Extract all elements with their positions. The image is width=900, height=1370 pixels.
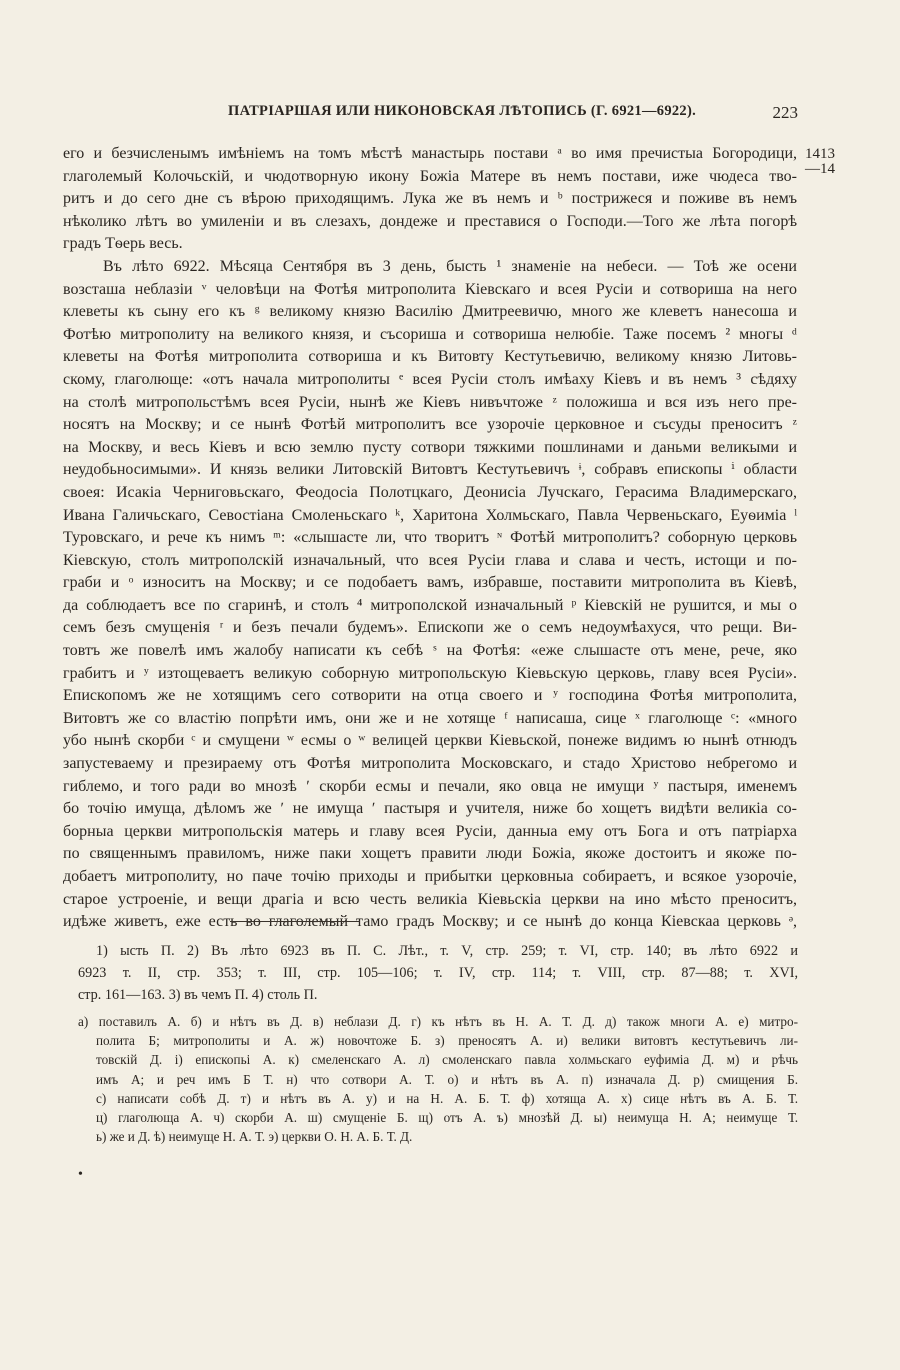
text-line: Въ лѣто 6922. Мѣсяца Сентября въ 3 день, бысть ¹ знаменіе на небеси. — Тоѣ же осени (103, 257, 797, 275)
text-line: граби и ᵒ износитъ на Москву; и се подобаетъ вамъ, избравше, поставити митрополита въ Кіевѣ, (63, 574, 797, 592)
text-line: борныа церкви митропольскія матерь и главу всея Русіи, данныа ему отъ Бога и отъ патріарха (63, 822, 797, 840)
text-line: своея: Исакіа Черниговьскаго, Феодосіа Полотцкаго, Деонисіа Лучскаго, Герасима Владимерскаго, (63, 483, 797, 501)
text-line: возсташа неблазіи ᵛ человѣци на Фотѣя митрополита Кіевскаго и всея Русіи и сотвориша на него (63, 280, 797, 298)
text-line: гиблемо, и того ради во мнозѣ ʹ скорби есмы и печали, яко овца не имущи ʸ пастыря, именемъ (63, 777, 797, 795)
text-line: Фотѣю митрополиту на великого князя, и съсориша и сотвориша нелюбіе. Таже посемъ ² многы ᵈ (63, 325, 797, 343)
text-line: добаетъ митрополиту, но паче точію приходы и прибытки церковныа собираетъ, и всякое узорочіе, (63, 868, 797, 885)
text-line: товтъ же повелѣ имъ жалобу написати къ себѣ ˢ на Фотѣя: «еже слышасте отъ мене, рече, яко (63, 642, 797, 660)
text-line: Витовтъ же со властію попрѣти имъ, они же и не хотяще ᶠ написаша, сице ˣ глаголюще ᶜ: «много (63, 709, 797, 727)
text-line: да соблюдаетъ все по сгаринѣ, и столъ ⁴ митрополской изначальный ᵖ Кіевскій не рушится, и мы о (63, 596, 797, 614)
text-line: идѣже живетъ, еже есть во глаголемый тамо градъ Москву; и се нынѣ до конца Кіевскаа церковь ᵊ, (63, 913, 797, 931)
variant-note-line: ь) же и Д. ѣ) неимуще Н. А. Т. э) церкви О. Н. А. Б. Т. Д. (96, 1129, 413, 1145)
margin-year-start: 1413 (805, 146, 835, 162)
main-text (63, 143, 797, 934)
lettered-footnotes (78, 1012, 798, 1146)
text-line: скому, глаголюще: «отъ начала митрополиты ᵉ всея Русіи столъ имѣаху Кіевъ и въ немъ ³ сѣдяху (63, 370, 797, 388)
text-line: бо точію имуща, дѣломъ же ʹ не имуща ʹ пастыря и учителя, ниже бо хощетъ видѣти великіа со- (63, 800, 797, 818)
text-line: запустеваему и презираему отъ Фотѣя митрополита Московскаго, и стадо Христово небрегомо и (63, 755, 797, 773)
text-line: ритъ и до сего дне съ вѣрою приходящимъ. Лука же въ немъ и ᵇ пострижеся и поживе въ немъ (63, 190, 797, 208)
footnote-line: 6923 т. II, стр. 353; т. III, стр. 105—106; т. IV, стр. 114; т. VIII, стр. 87—88; т. XVI, (78, 965, 798, 981)
text-line: Туровскаго, и рече къ нимъ ᵐ: «слышасте ли, что творитъ ᶰ Фотѣй митрополитъ? соборную церковь (63, 529, 797, 547)
text-line: убо нынѣ скорби ᶜ и смущени ʷ есмы о ʷ велицей церкви Кіевьской, понеже видимъ ю нынѣ отнюдъ (63, 732, 797, 750)
footnote-divider (230, 921, 360, 922)
page-number: 223 (772, 103, 798, 122)
text-line: носятъ на Москву; и се нынѣ Фотѣй митрополитъ все узорочіе церковное и съсуды преноситъ ᶻ (63, 416, 797, 434)
text-line: глаголемый Колочьскій, и чюдотворную икону Божіа Матере въ немъ постави, иже чюдеса тво- (63, 167, 797, 185)
margin-year-end: —14 (805, 161, 835, 177)
text-line: семъ безъ смущенія ʳ и безъ печали будемъ». Епископи же о семъ недоумѣахуся, что рещи. Ви- (63, 619, 797, 637)
text-line: нѣколико лѣтъ во умиленіи и въ слезахъ, дондеже и преставися о Господи.—Того же лѣта погорѣ (63, 212, 797, 230)
footnote-line: 1) ысть П. 2) Въ лѣто 6923 въ П. С. Лѣт., т. V, стр. 259; т. VI, стр. 140; въ лѣто 6922 и (96, 943, 798, 959)
variant-note-line: полита Б; митрополиты и А. ж) новочтоже Б. з) преносятъ А. и) велики витовтъ кестутьевичъ ли- (96, 1033, 798, 1049)
text-line: грабитъ и ʸ изтощеваетъ великую соборную митропольскую Кіевьскую церковь, главу всея Русіи». (63, 664, 797, 682)
variant-note-line: товскій Д. і) епископьі А. к) смеленскаго А. л) смоленскаго павла холмьскаго еуфиміа Д. м) и рѣчь (96, 1052, 798, 1068)
text-line: Епископомъ же не хотящимъ сего сотворити на отца своего и ʸ господина Фотѣя митрополита, (63, 687, 797, 705)
text-line: неудобьносимыми». И князь велики Литовскій Витовтъ Кестутьевичъ ᶤ, собравъ епископы ⁱ области (63, 461, 797, 479)
bottom-mark: • (78, 1167, 83, 1182)
variant-note-line: имъ А; и реч имъ Б Т. н) что сотвори А. Т. о) и нѣтъ въ А. п) изначала Д. р) смищения Б. (96, 1071, 798, 1087)
text-line: градъ Тѳерь весь. (63, 235, 183, 253)
text-line: Кіевскую, столъ митрополскій изначальный, что всея Русіи глава и слава и честь, истощи и по- (63, 551, 797, 569)
numbered-footnotes (78, 940, 798, 1006)
footnote-line: стр. 161—163. 3) въ чемъ П. 4) столь П. (78, 987, 318, 1003)
page-header (228, 103, 798, 127)
text-line: его и безчисленымъ имѣніемъ на томъ мѣстѣ манастырь постави ᵃ во имя пречистыа Богородици, (63, 145, 797, 162)
text-line: на столѣ митропольстѣмъ всея Русіи, нынѣ же Кіевъ нивъчтоже ᶻ положиша и вся изъ него пре- (63, 393, 797, 411)
variant-note-line: с) написати собѣ Д. т) и нѣтъ въ А. у) и на Н. А. Б. Т. ф) хотяща А. х) сице нѣтъ въ А. Б. Т. (96, 1090, 798, 1106)
variant-note-line: ц) глаголюща А. ч) скорби А. ш) смущеніе Б. щ) отъ А. ъ) мнозѣй Д. ы) неимуща Н. А; неимуще Т. (96, 1109, 798, 1125)
text-line: на Москву, и весь Кіевъ и всю землю пусту сотвори тяжкими пошлинами и даньми великыми и (63, 438, 797, 456)
text-line: старое устроеніе, и вещи драгіа и всю честь великіа Кіевьскіа церкви на ино мѣсто преноситъ, (63, 890, 797, 908)
text-line: клеветы къ сыну его къ ᵍ великому князю Василію Дмитреевичю, много же клеветъ нанесоша и (63, 303, 797, 321)
variant-note-line: а) поставилъ А. б) и нѣтъ въ Д. в) неблази Д. г) къ нѣтъ въ Н. А. Т. Д. д) також многи А. е) митро- (78, 1014, 798, 1029)
text-line: по священнымъ правиломъ, ниже паки хощетъ правити люди Божіа, якоже достоитъ и якоже по- (63, 845, 797, 863)
running-head: ПАТРІАРШАЯ ИЛИ НИКОНОВСКАЯ ЛѢТОПИСЬ (Г. 6921—6922). (228, 103, 697, 119)
text-line: клеветы на Фотѣя митрополита сотвориша и къ Витовту Кестутьевичю, великому князю Литовь- (63, 348, 797, 366)
text-line: Ивана Галичьскаго, Севостіана Смоленьскаго ᵏ, Харитона Холмьскаго, Павла Червеньскаго, Еуѳиміа ˡ (63, 506, 797, 524)
